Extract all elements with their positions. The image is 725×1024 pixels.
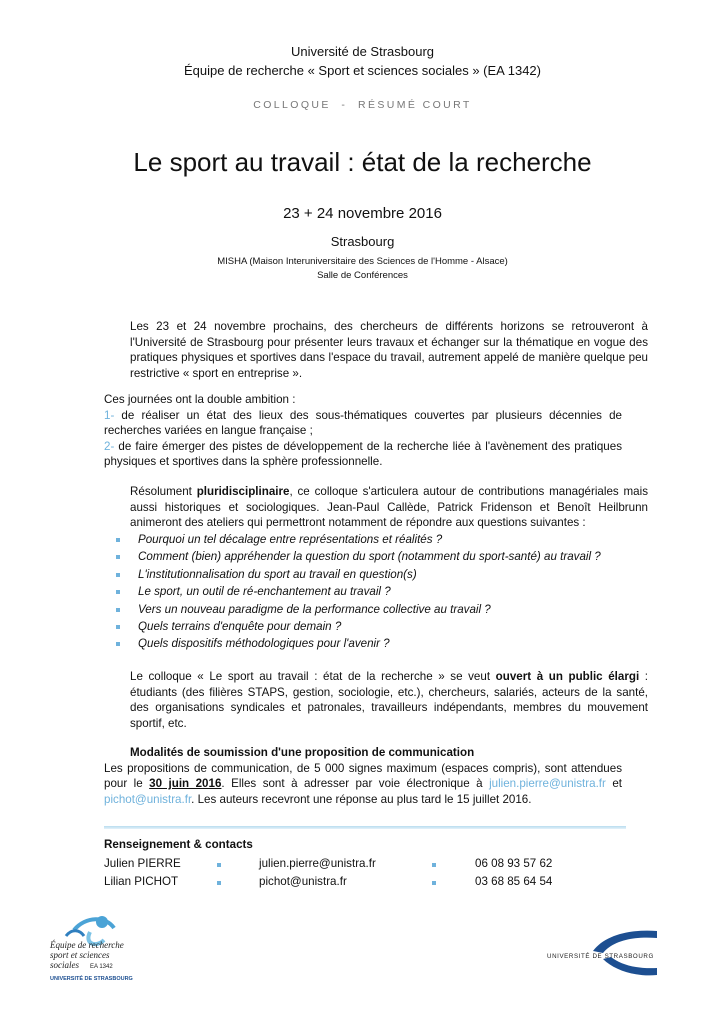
ambition-text-2: de faire émerger des pistes de développement de la recherche liée à l'avènement des pratiques physiques et sportives dans la sphère professionnelle. — [104, 439, 622, 469]
question-text: Vers un nouveau paradigme de la performance collective au travail ? — [138, 602, 491, 616]
document-kicker: COLLOQUE - RÉSUMÉ COURT — [253, 99, 472, 111]
divider — [104, 826, 626, 829]
contact-row — [104, 857, 626, 873]
list-item — [110, 618, 622, 635]
intro-paragraph: Les 23 et 24 novembre prochains, des chercheurs de différents horizons se retrouveront à l'Université de Strasbourg pour présenter leurs travaux et échanger sur la thématique en vogue des pratiques physiques et sportives dans l'espace du travail, autrement appelé de manière quelque peu restrictive « sport en entreprise ». — [130, 320, 648, 380]
contact-phone: 03 68 85 64 54 — [475, 875, 553, 888]
list-item — [110, 635, 622, 652]
ambition-intro: Ces journées ont la double ambition : — [104, 393, 296, 406]
submission-deadline: 30 juin 2016 — [149, 777, 222, 791]
submission-heading: Modalités de soumission d'une proposition de communication — [130, 746, 475, 759]
list-item — [110, 601, 622, 618]
bullet-square-icon — [116, 555, 120, 559]
bullet-square-icon — [116, 625, 120, 629]
question-text: Comment (bien) appréhender la question du sport (notamment du sport-santé) au travail ? — [138, 550, 601, 564]
university-logo-graphic — [545, 925, 663, 983]
bullet-square-icon — [116, 642, 120, 646]
program-text-before: Résolument — [130, 485, 197, 498]
logo-line3: sociales — [50, 960, 79, 970]
ambition-paragraph — [104, 392, 622, 470]
question-text: Le sport, un outil de ré-enchantement au travail ? — [138, 585, 391, 599]
audience-text-before: Le colloque « Le sport au travail : état de la recherche » se veut — [130, 670, 496, 683]
event-city: Strasbourg — [330, 234, 395, 249]
questions-list — [110, 531, 622, 653]
contact-row — [104, 875, 626, 891]
contact-phone: 06 08 93 57 62 — [475, 857, 553, 870]
logo-university: UNIVERSITÉ DE STRASBOURG — [50, 976, 133, 982]
ambition-number-2: 2- — [104, 439, 115, 453]
question-text: L'institutionnalisation du sport au travail en question(s) — [138, 567, 417, 581]
submission-paragraph — [104, 761, 622, 808]
submission-text-4: . Les auteurs recevront une réponse au plus tard le 15 juillet 2016. — [191, 792, 532, 806]
question-text: Quels terrains d'enquête pour demain ? — [138, 619, 342, 633]
ambition-item-1 — [104, 408, 622, 439]
program-text-after: , ce colloque s'articulera autour de contributions managériales mais aussi historiques et sociologiques. Jean-Paul Callède, Patrick Fridenson et Benoît Heilbrunn animeront des ateliers qui permettront notamment de répondre aux questions suivantes : — [130, 485, 648, 530]
institution-name: Université de Strasbourg — [290, 44, 435, 59]
event-venue: MISHA (Maison Interuniversitaire des Sciences de l'Homme - Alsace) — [217, 256, 508, 267]
bullet-square-icon — [217, 863, 221, 867]
ambition-item-2 — [104, 439, 622, 470]
bullet-square-icon — [116, 590, 120, 594]
list-item — [110, 566, 622, 583]
research-team-logo — [44, 910, 134, 988]
research-team-logo-graphic — [44, 910, 134, 988]
logo-code: EA 1342 — [90, 964, 113, 970]
submission-section — [104, 745, 622, 807]
ambition-text-1: de réaliser un état des lieux des sous-thématiques couvertes par plusieurs décennies de recherches variées en langue française ; — [104, 408, 622, 438]
question-text: Pourquoi un tel décalage entre représentations et réalités ? — [138, 533, 443, 546]
contact-email[interactable]: julien.pierre@unistra.fr — [259, 857, 376, 870]
bullet-square-icon — [116, 608, 120, 612]
page-title: Le sport au travail : état de la recherche — [133, 147, 592, 177]
program-paragraph — [104, 484, 648, 531]
list-item — [110, 548, 622, 565]
submission-text-2: . Elles sont à adresser par voie électronique à — [221, 777, 490, 791]
bullet-square-icon — [217, 881, 221, 885]
program-bold: pluridisciplinaire — [196, 485, 290, 498]
email-link-pichot[interactable]: pichot@unistra.fr — [104, 792, 192, 806]
university-logo-text: UNIVERSITÉ DE STRASBOURG — [547, 953, 654, 960]
logo-line1: Équipe de recherche — [50, 940, 124, 950]
bullet-square-icon — [432, 881, 436, 885]
submission-text-3: et — [605, 777, 623, 791]
submission-text-1: Les propositions de communication, de 5 000 signes maximum (espaces compris), sont attendues pour le — [104, 761, 622, 791]
question-text: Quels dispositifs méthodologiques pour l'avenir ? — [138, 637, 390, 651]
university-logo — [545, 925, 663, 983]
research-team: Équipe de recherche « Sport et sciences sociales » (EA 1342) — [184, 63, 541, 78]
contact-name: Lilian PICHOT — [104, 875, 179, 888]
contact-name: Julien PIERRE — [104, 857, 181, 870]
contact-email[interactable]: pichot@unistra.fr — [259, 875, 347, 888]
logo-line2: sport et sciences — [50, 950, 110, 960]
bullet-square-icon — [432, 863, 436, 867]
event-room: Salle de Conférences — [317, 270, 408, 281]
audience-text-after: : étudiants (des filières STAPS, gestion, sociologie, etc.), chercheurs, salariés, acteurs de la santé, des organisations syndicales et patronales, travailleurs indépendants, membres du mouvement sportif, etc. — [130, 670, 648, 730]
audience-paragraph — [104, 669, 648, 731]
bullet-square-icon — [116, 538, 120, 542]
contacts-title: Renseignement & contacts — [104, 838, 253, 851]
audience-bold: ouvert à un public élargi — [495, 670, 640, 683]
event-date: 23 + 24 novembre 2016 — [283, 205, 442, 222]
email-link-julien[interactable]: julien.pierre@unistra.fr — [489, 777, 606, 791]
list-item — [110, 583, 622, 600]
bullet-square-icon — [116, 573, 120, 577]
list-item — [110, 531, 622, 548]
ambition-number-1: 1- — [104, 408, 115, 422]
